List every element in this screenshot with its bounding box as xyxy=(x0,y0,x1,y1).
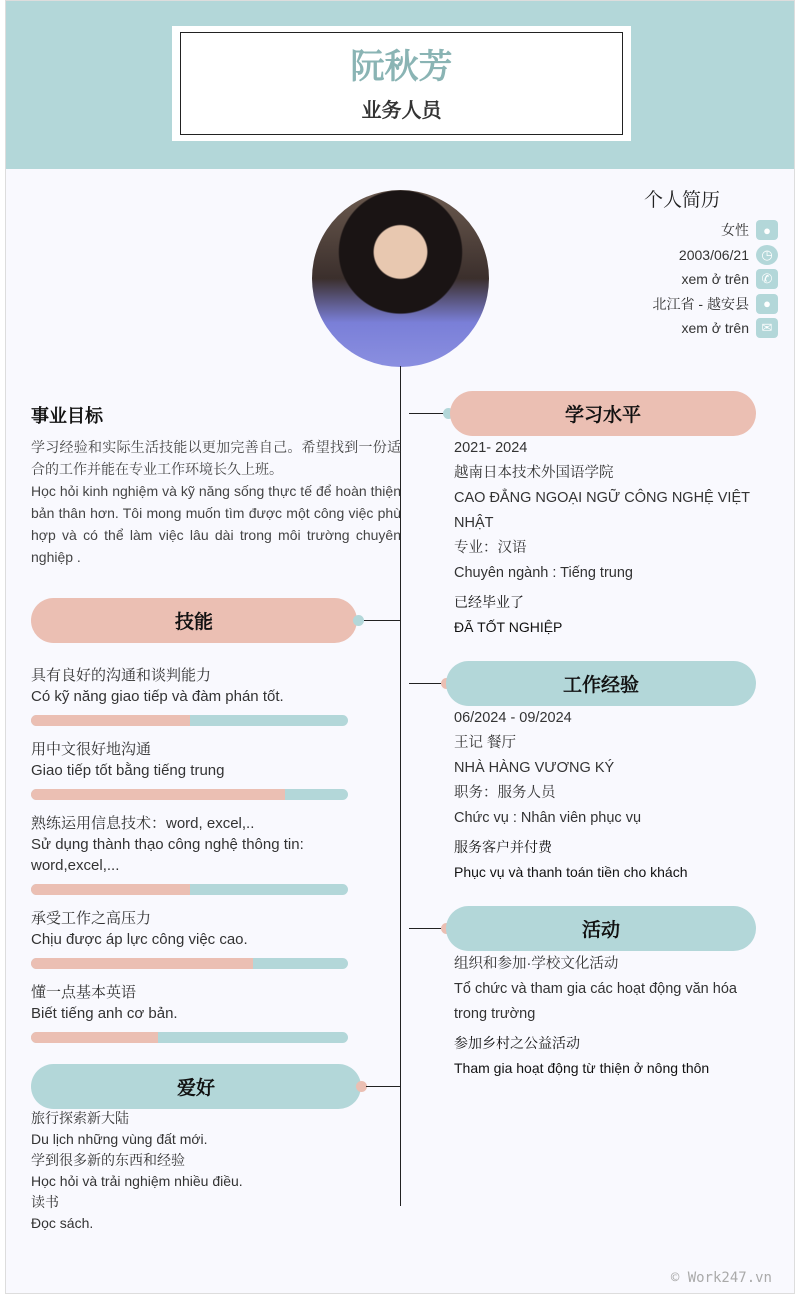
edu-school-cn: 越南日本技术外国语学院 xyxy=(454,465,614,481)
info-phone xyxy=(653,267,778,292)
skill-bar-fill xyxy=(31,958,253,969)
activity-vi: Tham gia hoạt động từ thiện ở nông thôn xyxy=(454,1060,710,1076)
edu-status-vi: ĐÃ TỐT NGHIỆP xyxy=(454,619,563,635)
edu-school-vi: CAO ĐẲNG NGOẠI NGỮ CÔNG NGHỆ VIỆT NHẬT xyxy=(454,490,750,531)
connector xyxy=(366,1086,401,1087)
info-text: 2003/06/21 xyxy=(678,246,749,263)
work-heading: 工作经验 xyxy=(446,661,756,706)
skill-item xyxy=(31,908,361,950)
edu-major-cn: 专业：汉语 xyxy=(454,540,527,556)
work-position-vi: Chức vụ : Nhân viên phục vụ xyxy=(454,810,642,826)
info-email xyxy=(653,316,778,341)
skill-cn: 具有良好的沟通和谈判能力 xyxy=(31,667,212,684)
connector xyxy=(409,928,443,929)
person-icon: ● xyxy=(756,220,778,240)
hobby-line: 学到很多新的东西和经验 xyxy=(31,1152,185,1168)
skill-cn: 熟练运用信息技术：word, excel,.. xyxy=(31,815,255,832)
skill-bar xyxy=(31,958,348,969)
objective-cn: 学习经验和实际生活技能以更加完善自己。希望找到一份适合的工作并能在专业工作环境长久上班。 xyxy=(31,439,401,477)
info-text: 北江省 - 越安县 xyxy=(652,295,749,312)
skill-bar xyxy=(31,1032,348,1043)
objective-title: 事业目标 xyxy=(31,406,103,426)
work-company-cn: 王记 餐厅 xyxy=(454,735,517,751)
hobby-line: Học hỏi và trải nghiệm nhiều điều. xyxy=(31,1173,243,1189)
skill-item xyxy=(31,739,361,781)
skill-bar xyxy=(31,715,348,726)
work-company-vi: NHÀ HÀNG VƯƠNG KÝ xyxy=(454,760,615,776)
edu-status-cn: 已经毕业了 xyxy=(454,594,524,610)
skill-bar xyxy=(31,884,348,895)
connector xyxy=(409,683,443,684)
skill-bar-fill xyxy=(31,789,285,800)
name-box xyxy=(172,26,631,141)
skill-item xyxy=(31,982,361,1024)
info-address xyxy=(653,292,778,317)
objective-vi: Học hỏi kinh nghiệm và kỹ năng sống thực tế để hoàn thiện bản thân hơn. Tôi mong muốn tìm được một công việc phù hợp và có thể làm việc lâu dài trong môi trường chuyên nghiệp . xyxy=(31,483,401,565)
skill-item xyxy=(31,813,361,876)
activity-vi: Tổ chức và tham gia các hoạt động văn hóa trong trường xyxy=(454,981,737,1022)
skill-cn: 承受工作之高压力 xyxy=(31,910,152,927)
skill-cn: 用中文很好地沟通 xyxy=(31,741,152,758)
work-position-cn: 职务：服务人员 xyxy=(454,785,556,801)
activity-cn: 参加乡村之公益活动 xyxy=(454,1035,580,1051)
hobby-line: 读书 xyxy=(31,1194,59,1210)
skill-bar-fill xyxy=(31,1032,158,1043)
work-details xyxy=(454,706,774,885)
work-desc-vi: Phục vụ và thanh toán tiền cho khách xyxy=(454,864,688,880)
skill-vi: Chịu được áp lực công việc cao. xyxy=(31,931,248,948)
activities-details xyxy=(454,952,764,1081)
skill-bar-fill xyxy=(31,715,190,726)
personal-info xyxy=(653,218,778,341)
skill-vi: Có kỹ năng giao tiếp và đàm phán tốt. xyxy=(31,688,284,705)
education-details xyxy=(454,436,774,640)
skill-bar xyxy=(31,789,348,800)
skill-item xyxy=(31,665,361,707)
hobby-line: Du lịch những vùng đất mới. xyxy=(31,1131,208,1147)
timeline-dot xyxy=(353,615,364,626)
contact-card-icon: ● xyxy=(756,294,778,314)
watermark: © Work247.vn xyxy=(670,1270,772,1286)
edu-major-vi: Chuyên ngành : Tiếng trung xyxy=(454,565,633,581)
hobbies-list xyxy=(31,1108,243,1234)
info-text: xem ở trên xyxy=(681,320,749,337)
edu-period: 2021- 2024 xyxy=(454,440,528,456)
hobbies-heading: 爱好 xyxy=(31,1064,361,1109)
info-text: 女性 xyxy=(721,222,749,239)
hobby-line: 旅行探索新大陆 xyxy=(31,1110,129,1126)
envelope-icon: ✉ xyxy=(756,318,778,338)
candidate-name: 阮秋芳 xyxy=(350,48,453,86)
skill-bar-fill xyxy=(31,884,190,895)
connector xyxy=(409,413,445,414)
objective-text xyxy=(31,436,401,568)
info-text: xem ở trên xyxy=(681,271,749,288)
education-heading: 学习水平 xyxy=(450,391,756,436)
info-birthday xyxy=(653,243,778,268)
skill-vi: Giao tiếp tốt bằng tiếng trung xyxy=(31,762,225,779)
activity-cn: 组织和参加·学校文化活动 xyxy=(454,956,619,972)
activities-heading: 活动 xyxy=(446,906,756,951)
candidate-role: 业务人员 xyxy=(361,100,442,122)
work-desc-cn: 服务客户并付费 xyxy=(454,839,552,855)
profile-photo xyxy=(312,190,489,367)
skill-vi: Sử dụng thành thạo công nghệ thông tin: word,excel,... xyxy=(31,836,304,874)
phone-icon: ✆ xyxy=(756,269,778,289)
hobby-line: Đọc sách. xyxy=(31,1215,94,1231)
info-title: 个人简历 xyxy=(644,190,721,211)
skills-heading: 技能 xyxy=(31,598,357,643)
skill-cn: 懂一点基本英语 xyxy=(31,984,137,1001)
skill-vi: Biết tiếng anh cơ bản. xyxy=(31,1005,178,1022)
info-gender xyxy=(653,218,778,243)
clock-icon: ◷ xyxy=(756,245,778,265)
work-period: 06/2024 - 09/2024 xyxy=(454,710,572,726)
connector xyxy=(364,620,401,621)
